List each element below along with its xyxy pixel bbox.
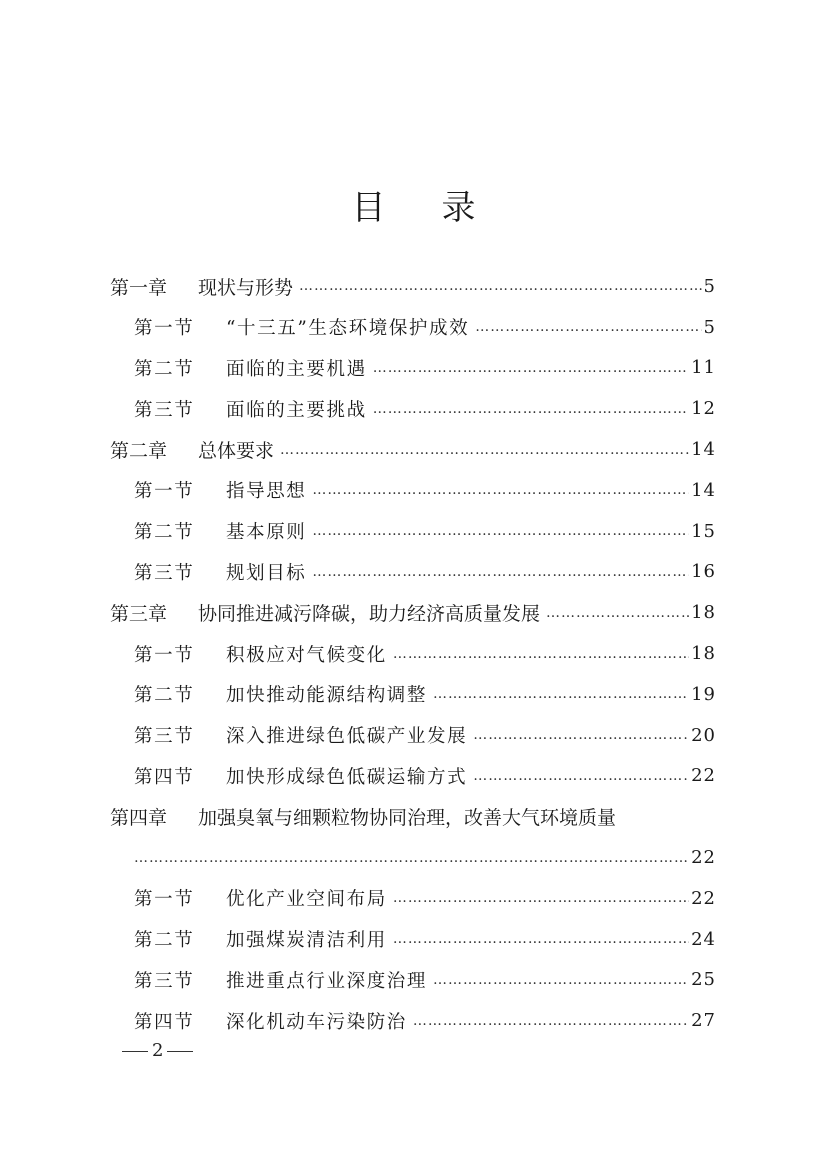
- dot-leader: [280, 442, 689, 458]
- footer-dash-left: [122, 1051, 148, 1052]
- entry-page-number: 22: [691, 847, 716, 869]
- toc-entry-chapter-4[interactable]: [110, 796, 716, 837]
- toc-entry-section[interactable]: [110, 470, 716, 511]
- entry-label: 第一章: [110, 276, 168, 299]
- table-of-contents: [110, 266, 716, 1041]
- entry-label: 第四节: [134, 1011, 195, 1033]
- toc-entry-section[interactable]: [110, 674, 716, 715]
- entry-text: “十三五”生态环境保护成效: [226, 318, 470, 340]
- entry-page-number: 20: [691, 724, 716, 746]
- entry-label: 第一节: [134, 889, 195, 911]
- toc-entry-continuation[interactable]: [110, 837, 716, 878]
- entry-text: 推进重点行业深度治理: [226, 970, 428, 992]
- entry-page-number: 5: [703, 316, 716, 338]
- toc-entry-section[interactable]: [110, 878, 716, 919]
- dot-leader: [393, 890, 689, 906]
- entry-page-number: 14: [691, 479, 716, 501]
- entry-text: 加快推动能源结构调整: [226, 685, 428, 707]
- toc-entry-section[interactable]: [110, 756, 716, 797]
- entry-label: 第二节: [134, 685, 195, 707]
- entry-page-number: 22: [691, 887, 716, 909]
- entry-label: 第一节: [134, 318, 195, 340]
- entry-text: 加快形成绿色低碳运输方式: [226, 766, 468, 788]
- dot-leader: [393, 646, 689, 662]
- toc-entry-section[interactable]: [110, 388, 716, 429]
- page-footer: [118, 1040, 197, 1061]
- toc-entry-section[interactable]: [110, 552, 716, 593]
- dot-leader: [473, 768, 689, 784]
- dot-leader: [312, 564, 689, 580]
- toc-entry-chapter-3[interactable]: [110, 592, 716, 633]
- entry-label: 第三章: [110, 603, 168, 626]
- toc-entry-section[interactable]: [110, 960, 716, 1001]
- entry-page-number: 14: [691, 439, 716, 461]
- dot-leader: [475, 319, 701, 335]
- dot-leader: [312, 523, 689, 539]
- entry-text: 现状与形势: [198, 276, 294, 299]
- toc-entry-chapter-1[interactable]: [110, 266, 716, 307]
- dot-leader: [299, 278, 702, 294]
- toc-title: [0, 180, 827, 229]
- entry-label: 第二章: [110, 440, 168, 463]
- toc-entry-section[interactable]: [110, 511, 716, 552]
- entry-text: 深化机动车污染防治: [226, 1011, 407, 1033]
- entry-page-number: 18: [691, 643, 716, 665]
- entry-text: 基本原则: [226, 522, 307, 544]
- dot-leader: [433, 972, 689, 988]
- entry-text: 面临的主要挑战: [226, 399, 367, 421]
- entry-text: 积极应对气候变化: [226, 644, 387, 666]
- entry-page-number: 19: [691, 683, 716, 705]
- dot-leader: [312, 482, 689, 498]
- entry-text: 深入推进绿色低碳产业发展: [226, 726, 468, 748]
- entry-page-number: 16: [691, 561, 716, 583]
- entry-label: 第三节: [134, 562, 195, 584]
- entry-label: 第三节: [134, 970, 195, 992]
- entry-text: 加强臭氧与细颗粒物协同治理，改善大气环境质量: [198, 807, 617, 830]
- entry-page-number: 11: [691, 357, 716, 379]
- entry-label: 第一节: [134, 481, 195, 503]
- entry-text: 协同推进减污降碳，助力经济高质量发展: [198, 603, 541, 626]
- entry-label: 第二节: [134, 358, 195, 380]
- entry-label: 第四章: [110, 807, 168, 830]
- entry-label: 第三节: [134, 399, 195, 421]
- footer-dash-right: [167, 1051, 193, 1052]
- dot-leader: [373, 401, 689, 417]
- entry-text: 加强煤炭清洁利用: [226, 930, 387, 952]
- entry-page-number: 25: [691, 969, 716, 991]
- toc-entry-section[interactable]: [110, 1000, 716, 1041]
- entry-label: 第二节: [134, 522, 195, 544]
- toc-title-char-2: 录: [441, 188, 476, 228]
- dot-leader: [433, 686, 689, 702]
- dot-leader: [393, 931, 689, 947]
- entry-text: 指导思想: [226, 481, 307, 503]
- entry-page-number: 24: [691, 928, 716, 950]
- entry-page-number: 22: [691, 765, 716, 787]
- entry-label: 第一节: [134, 644, 195, 666]
- entry-page-number: 27: [691, 1010, 716, 1032]
- dot-leader: [134, 850, 689, 866]
- toc-entry-chapter-2[interactable]: [110, 429, 716, 470]
- entry-page-number: 15: [691, 520, 716, 542]
- entry-page-number: 12: [691, 398, 716, 420]
- dot-leader: [473, 727, 689, 743]
- entry-label: 第四节: [134, 766, 195, 788]
- toc-entry-section[interactable]: [110, 715, 716, 756]
- toc-entry-section[interactable]: [110, 348, 716, 389]
- dot-leader: [546, 605, 689, 621]
- entry-label: 第三节: [134, 726, 195, 748]
- entry-text: 规划目标: [226, 562, 307, 584]
- entry-page-number: 18: [691, 602, 716, 624]
- entry-page-number: 5: [703, 275, 716, 297]
- entry-text: 优化产业空间布局: [226, 889, 387, 911]
- toc-entry-section[interactable]: [110, 307, 716, 348]
- footer-page-number: 2: [152, 1040, 164, 1061]
- entry-text: 面临的主要机遇: [226, 358, 367, 380]
- toc-entry-section[interactable]: [110, 919, 716, 960]
- dot-leader: [413, 1013, 689, 1029]
- dot-leader: [373, 360, 689, 376]
- toc-title-char-1: 目: [351, 188, 386, 228]
- entry-text: 总体要求: [198, 440, 275, 463]
- toc-entry-section[interactable]: [110, 633, 716, 674]
- entry-label: 第二节: [134, 930, 195, 952]
